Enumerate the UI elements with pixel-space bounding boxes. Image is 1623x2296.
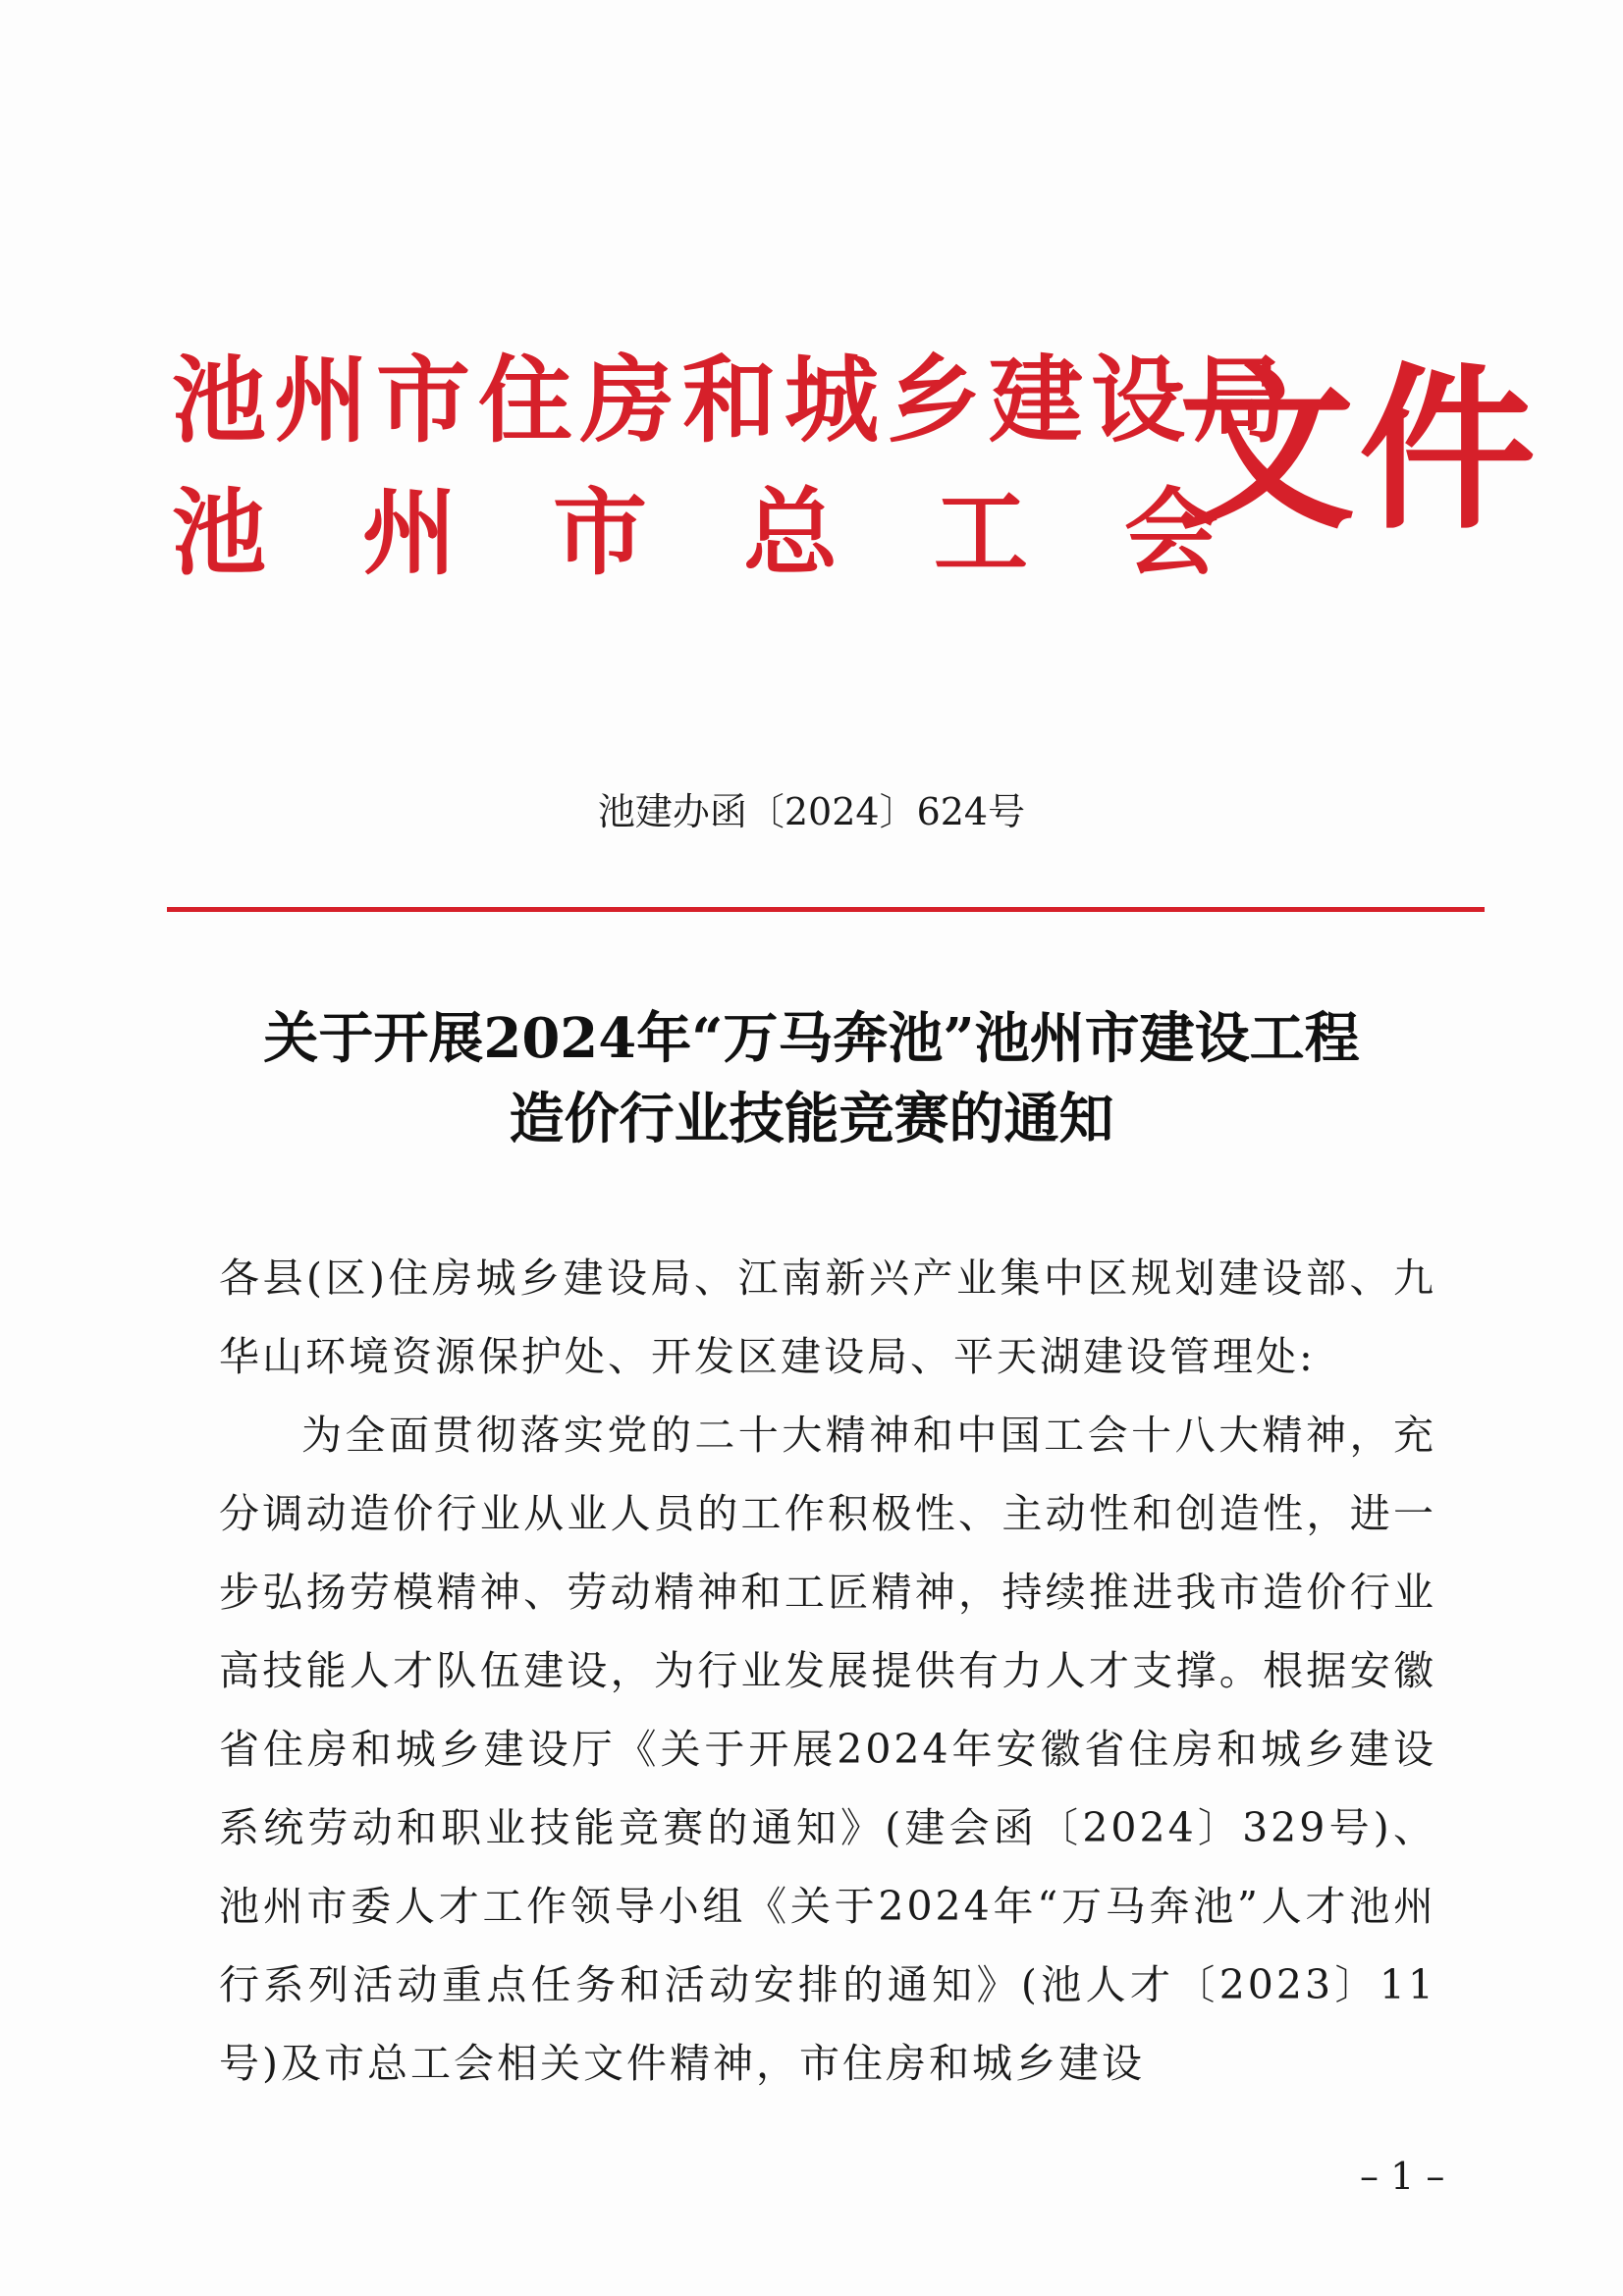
issuing-org-line-2: 池州市总工会 [172, 478, 1315, 588]
document-title-line-1: 关于开展2024年“万马奔池”池州市建设工程 [263, 1006, 1360, 1071]
page-number: – 1 – [1360, 2155, 1445, 2198]
red-divider-line [167, 907, 1485, 912]
document-number: 池建办函〔2024〕624号 [597, 790, 1026, 833]
body-paragraph: 为全面贯彻落实党的二十大精神和中国工会十八大精神，充分调动造价行业从业人员的工作积极性、主动性和创造性，进一步弘扬劳模精神、劳动精神和工匠精神，持续推进我市造价行业高技能人才队伍建设，为行业发展提供有力人才支撑。根据安徽省住房和城乡建设厅《关于开展2024年安徽省住房和城乡建设系统劳动和职业技能竞赛的通知》(建会函〔2024〕329号)、池州市委人才工作领导小组《关于2024年“万马奔池”人才池州行系列活动重点任务和活动安排的通知》(池人才〔2023〕11号)及市总工会相关文件精神，市住房和城乡建设 [219, 1412, 1436, 2087]
issuing-org-line-1: 池州市住房和城乡建设局 [172, 346, 1295, 455]
recipients-paragraph: 各县(区)住房城乡建设局、江南新兴产业集中区规划建设部、九华山环境资源保护处、开发区建设局、平天湖建设管理处: [219, 1255, 1436, 1380]
document-type-label: 文件 [1178, 348, 1541, 554]
document-title-line-2: 造价行业技能竞赛的通知 [509, 1087, 1114, 1151]
document-body [219, 1239, 1436, 2103]
